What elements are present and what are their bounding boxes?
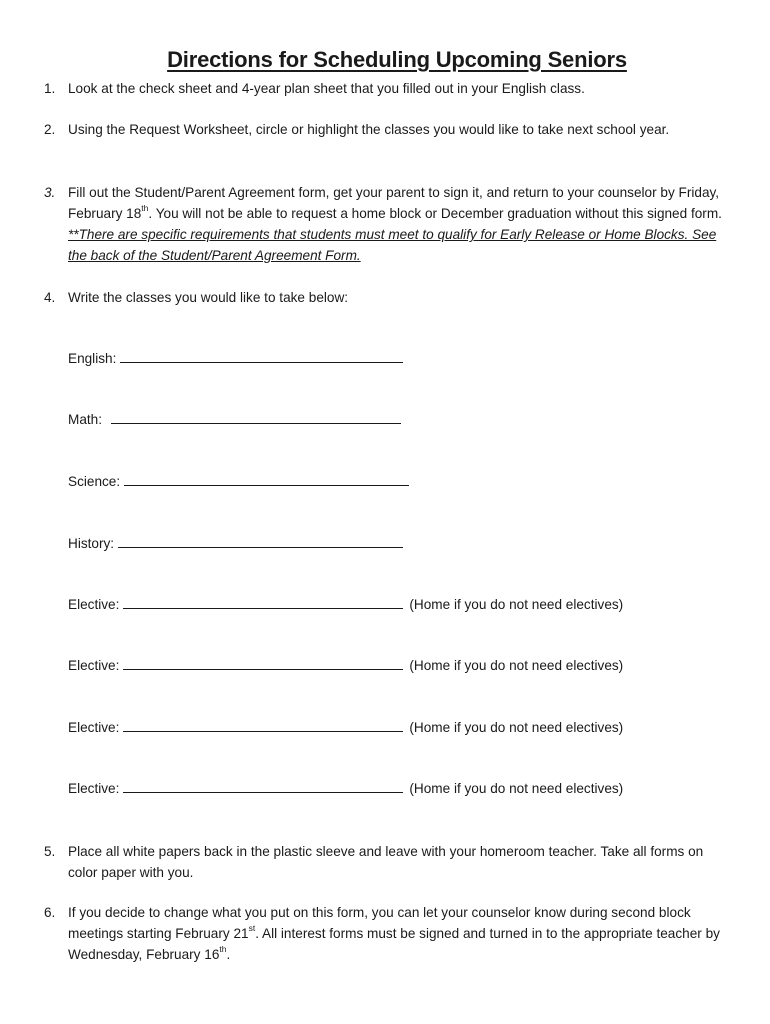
field-label: Math: (68, 412, 102, 427)
field-english (68, 349, 403, 369)
item-text: If you decide to change what you put on this form, you can let your counselor know during second block meetings starting February 21st. All interest forms must be signed and turned in to the appropriate teacher by Wednesday, February 16th. (68, 905, 720, 962)
english-blank[interactable] (120, 350, 403, 363)
ordinal-suffix: th (141, 203, 149, 214)
field-label: Elective: (68, 781, 120, 796)
science-blank[interactable] (124, 473, 409, 486)
field-history (68, 534, 403, 554)
field-note: (Home if you do not need electives) (409, 597, 624, 612)
field-label: Elective: (68, 658, 120, 673)
item-number: 3. (44, 185, 56, 200)
field-math (68, 410, 401, 430)
field-elective-1 (68, 595, 623, 615)
field-label: History: (68, 536, 115, 551)
history-blank[interactable] (118, 535, 403, 548)
field-science (68, 472, 409, 492)
item-number: 5. (44, 844, 56, 859)
instruction-item-6 (44, 902, 734, 965)
field-label: Elective: (68, 720, 120, 735)
elective-blank-3[interactable] (123, 719, 403, 732)
instruction-item-2 (44, 119, 734, 140)
field-note: (Home if you do not need electives) (409, 781, 624, 796)
instruction-item-1 (44, 78, 734, 99)
field-label: Elective: (68, 597, 120, 612)
instruction-item-5 (44, 841, 734, 883)
emphasis-note: **There are specific requirements that students must meet to qualify for Early Release or Home Blocks. See the back of the Student/Parent Agreement Form. (68, 227, 717, 263)
item-text: Place all white papers back in the plastic sleeve and leave with your homeroom teacher. Take all forms on color paper with you. (68, 844, 704, 880)
item-number: 6. (44, 905, 56, 920)
item-number: 4. (44, 290, 56, 305)
field-elective-4 (68, 779, 623, 799)
elective-blank-4[interactable] (123, 780, 403, 793)
field-elective-2 (68, 656, 623, 676)
field-label: English: (68, 351, 117, 366)
math-blank[interactable] (111, 411, 401, 424)
field-note: (Home if you do not need electives) (409, 658, 624, 673)
field-label: Science: (68, 474, 121, 489)
ordinal-suffix: st (248, 923, 256, 934)
item-text: Look at the check sheet and 4-year plan sheet that you filled out in your English class. (68, 81, 585, 96)
instruction-item-4 (44, 287, 734, 308)
page-title: Directions for Scheduling Upcoming Seniors (167, 47, 627, 72)
item-text: Using the Request Worksheet, circle or highlight the classes you would like to take next school year. (68, 122, 670, 137)
ordinal-suffix: th (219, 944, 227, 955)
item-text: Fill out the Student/Parent Agreement form, get your parent to sign it, and return to your counselor by Friday, February 18th. You will not be able to request a home block or December graduation without this signed form. **There are specific requirements that students must meet to qualify for Early Release or Home Blocks. See the back of the Student/Parent Agreement Form. (68, 185, 722, 263)
item-text: Write the classes you would like to take below: (68, 290, 349, 305)
field-note: (Home if you do not need electives) (409, 720, 624, 735)
elective-blank-1[interactable] (123, 596, 403, 609)
elective-blank-2[interactable] (123, 657, 403, 670)
field-elective-3 (68, 718, 623, 738)
item-number: 2. (44, 122, 56, 137)
item-number: 1. (44, 81, 56, 96)
instruction-item-3 (44, 182, 734, 266)
